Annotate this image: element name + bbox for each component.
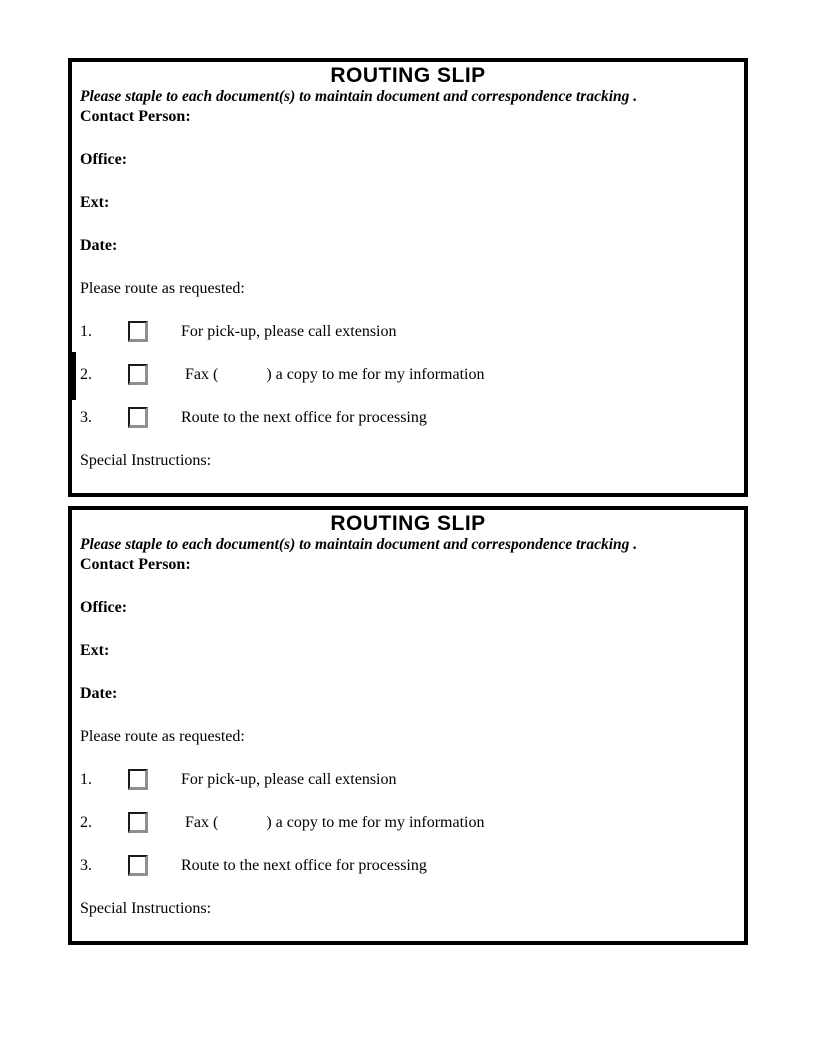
slip-subtitle: Please staple to each document(s) to maintain document and correspondence tracking .	[80, 88, 638, 105]
fax-checkbox[interactable]	[128, 812, 148, 833]
route-item-label: Route to the next office for processing	[181, 409, 427, 426]
route-item-fax	[80, 365, 736, 384]
route-item-label: Route to the next office for processing	[181, 857, 427, 874]
route-item-number: 3.	[80, 857, 92, 874]
field-date: Date:	[80, 685, 118, 702]
field-office: Office:	[80, 599, 128, 616]
route-item-next-office	[80, 408, 736, 427]
next-office-checkbox[interactable]	[128, 855, 148, 876]
field-office: Office:	[80, 151, 128, 168]
route-item-number: 1.	[80, 323, 92, 340]
route-item-number: 2.	[80, 366, 92, 383]
route-item-fax	[80, 813, 736, 832]
route-item-pickup	[80, 322, 736, 341]
route-item-number: 2.	[80, 814, 92, 831]
field-date: Date:	[80, 237, 118, 254]
special-instructions-label: Special Instructions:	[80, 900, 212, 917]
routing-slip-2	[68, 506, 748, 945]
field-ext: Ext:	[80, 642, 110, 659]
field-contact-person: Contact Person:	[80, 108, 191, 125]
route-item-label: For pick-up, please call extension	[181, 771, 397, 788]
route-item-label: Fax ( ) a copy to me for my information	[181, 366, 485, 383]
field-ext: Ext:	[80, 194, 110, 211]
route-prompt: Please route as requested:	[80, 280, 245, 297]
route-item-pickup	[80, 770, 736, 789]
route-item-next-office	[80, 856, 736, 875]
field-contact-person: Contact Person:	[80, 556, 191, 573]
pickup-checkbox[interactable]	[128, 769, 148, 790]
slip-title: ROUTING SLIP	[330, 64, 486, 87]
route-item-label: For pick-up, please call extension	[181, 323, 397, 340]
pickup-checkbox[interactable]	[128, 321, 148, 342]
route-item-label: Fax ( ) a copy to me for my information	[181, 814, 485, 831]
text-cursor	[70, 352, 76, 400]
route-item-number: 1.	[80, 771, 92, 788]
routing-slip-1	[68, 58, 748, 497]
next-office-checkbox[interactable]	[128, 407, 148, 428]
slip-subtitle: Please staple to each document(s) to maintain document and correspondence tracking .	[80, 536, 638, 553]
slip-title: ROUTING SLIP	[330, 512, 486, 535]
route-item-number: 3.	[80, 409, 92, 426]
special-instructions-label: Special Instructions:	[80, 452, 212, 469]
route-prompt: Please route as requested:	[80, 728, 245, 745]
fax-checkbox[interactable]	[128, 364, 148, 385]
